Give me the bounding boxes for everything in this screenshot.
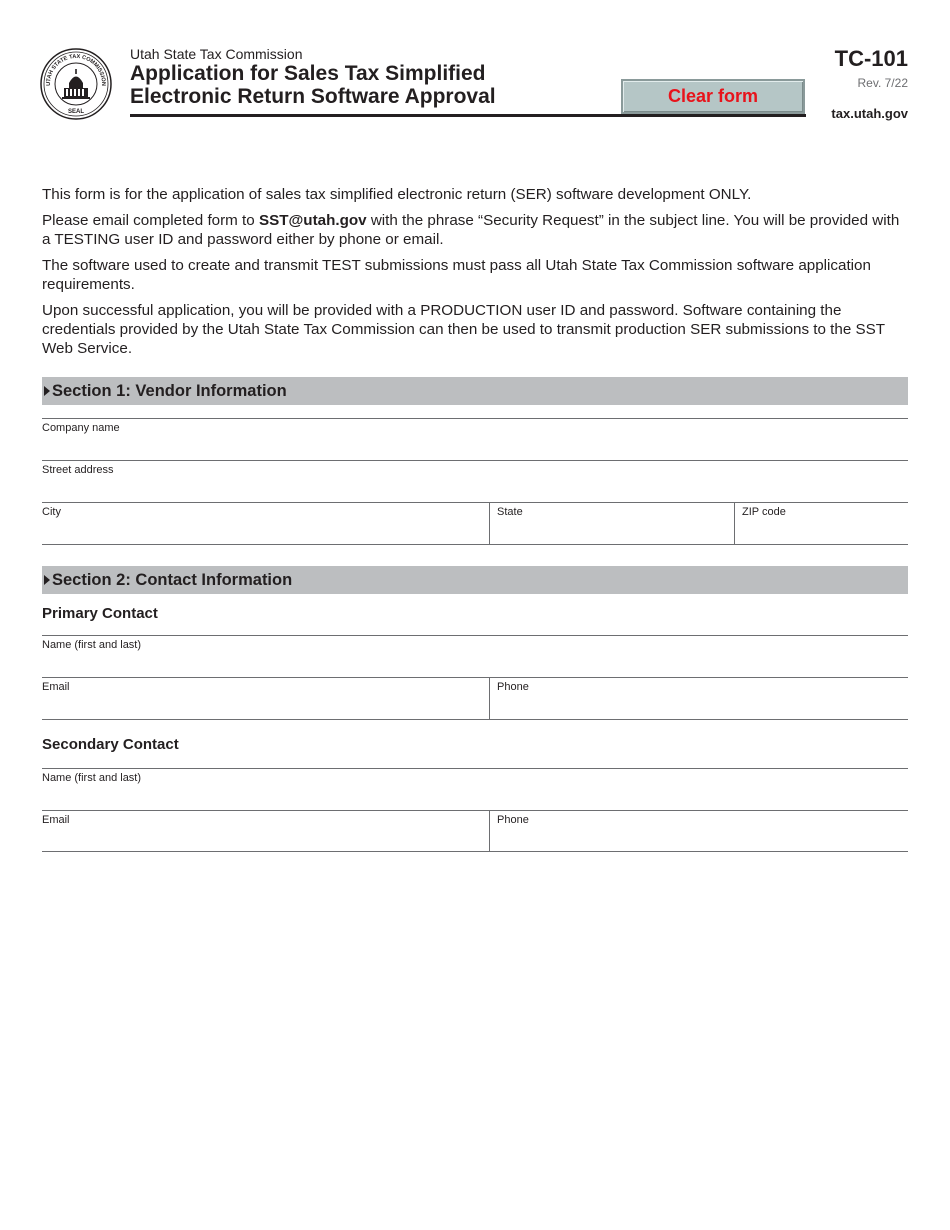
secondary-email-cell [42, 811, 489, 851]
secondary-phone-label: Phone [497, 814, 529, 826]
sst-email-link[interactable]: SST@utah.gov [258, 212, 367, 229]
utah-state-seal-icon [40, 48, 112, 120]
intro-paragraph-1: This form is for the application of sales tax simplified electronic return (SER) software development ONLY. [42, 186, 752, 203]
secondary-phone-input[interactable] [497, 831, 904, 849]
intro-paragraph-4: Upon successful application, you will be provided with a PRODUCTION user ID and password. Software containing the credentials provided by the Utah State Tax Commission can then be used to transmit production SER submissions to the SST Web Service. [42, 302, 885, 357]
primary-email-label: Email [42, 681, 70, 693]
secondary-email-label: Email [42, 814, 70, 826]
primary-contact-heading: Primary Contact [42, 605, 158, 622]
city-state-zip-row [42, 502, 908, 545]
primary-name-cell [42, 636, 908, 677]
primary-phone-cell [489, 678, 908, 719]
secondary-phone-cell [489, 811, 908, 851]
city-cell [42, 503, 489, 544]
company-name-input[interactable] [42, 440, 904, 458]
secondary-email-input[interactable] [42, 831, 485, 849]
street-address-row [42, 460, 908, 502]
primary-email-phone-row [42, 677, 908, 720]
company-name-label: Company name [42, 422, 120, 434]
intro-text [42, 185, 908, 365]
state-label: State [497, 506, 523, 518]
form-title-line2: Electronic Return Software Approval [130, 85, 496, 108]
intro-p2-start: Please email completed form to [42, 212, 259, 229]
section-1-header [42, 377, 908, 405]
zip-label: ZIP code [742, 506, 786, 518]
secondary-email-phone-row [42, 810, 908, 852]
secondary-name-label: Name (first and last) [42, 772, 142, 784]
street-address-cell [42, 461, 908, 502]
intro-paragraph-3: The software used to create and transmit TEST submissions must pass all Utah State Tax Commission software application requirements. [42, 257, 871, 293]
intro-paragraph-2 [42, 211, 908, 249]
form-title [130, 62, 600, 108]
form-revision: Rev. 7/22 [857, 76, 908, 90]
form-number: TC-101 [834, 46, 908, 71]
state-input[interactable] [497, 524, 730, 542]
clear-form-button[interactable]: Clear form [621, 79, 805, 114]
primary-phone-label: Phone [497, 681, 529, 693]
city-label: City [42, 506, 61, 518]
caret-right-icon [44, 386, 50, 396]
section-1-title: Section 1: Vendor Information [52, 382, 287, 400]
street-address-input[interactable] [42, 482, 904, 500]
seal-text-bottom: SEAL [67, 109, 85, 115]
secondary-contact-heading: Secondary Contact [42, 736, 179, 753]
primary-name-row [42, 635, 908, 677]
section-2-title: Section 2: Contact Information [52, 571, 293, 589]
caret-right-icon [44, 575, 50, 585]
primary-name-label: Name (first and last) [42, 639, 142, 651]
company-name-row [42, 418, 908, 460]
seal-text-top: UTAH STATE TAX COMMISSION [45, 53, 107, 86]
form-title-line1: Application for Sales Tax Simplified [130, 62, 486, 85]
section-2-header [42, 566, 908, 594]
primary-phone-input[interactable] [497, 699, 904, 717]
agency-name: Utah State Tax Commission [130, 46, 303, 62]
secondary-name-input[interactable] [42, 790, 904, 808]
zip-cell [734, 503, 908, 544]
zip-input[interactable] [742, 524, 904, 542]
title-underline [130, 114, 806, 117]
city-input[interactable] [42, 524, 485, 542]
state-cell [489, 503, 734, 544]
intro-p2-end: with the phrase “Security Request” in the subject line. You will be provided with a TESTING user ID and password either by phone or email. [42, 212, 900, 248]
company-name-cell [42, 419, 908, 460]
primary-email-cell [42, 678, 489, 719]
primary-name-input[interactable] [42, 657, 904, 675]
secondary-name-cell [42, 769, 908, 810]
street-address-label: Street address [42, 464, 114, 476]
secondary-name-row [42, 768, 908, 810]
primary-email-input[interactable] [42, 699, 485, 717]
website-link[interactable]: tax.utah.gov [831, 106, 908, 121]
